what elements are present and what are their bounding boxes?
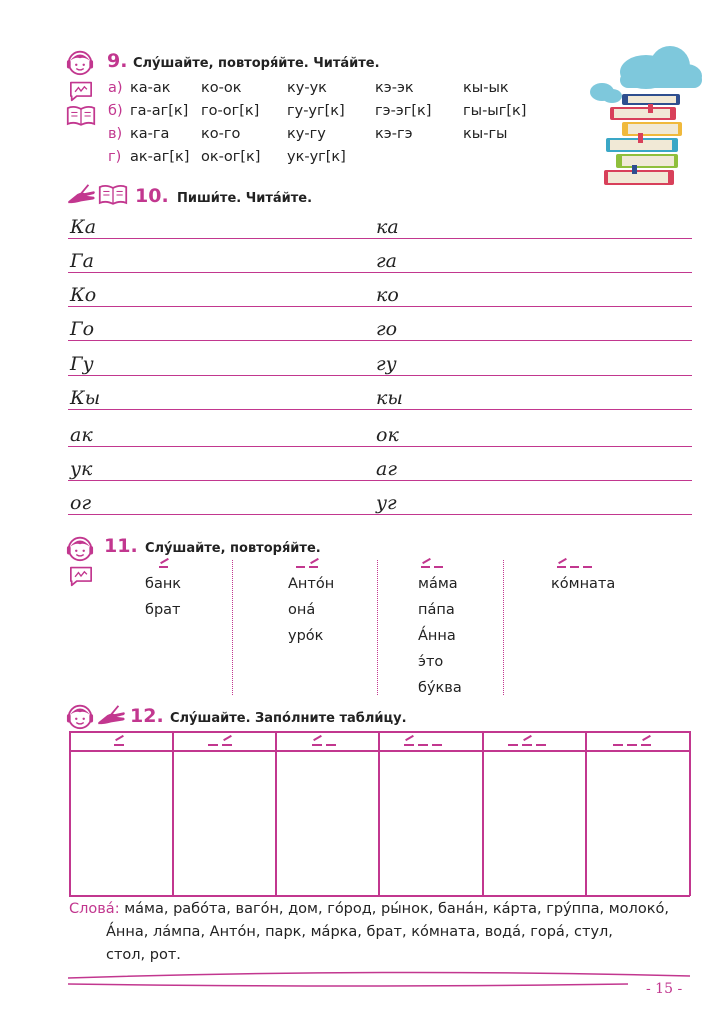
- stress-dash: [421, 566, 430, 568]
- word: она́: [288, 602, 316, 618]
- stress-mark: [313, 735, 322, 741]
- cursive-sample: кы: [376, 387, 403, 409]
- stress-mark: [558, 558, 567, 564]
- cursive-sample: ак: [70, 424, 93, 446]
- word: Анто́н: [288, 576, 335, 592]
- syllable-dash: [613, 744, 623, 746]
- word-column-1: [145, 571, 181, 623]
- exercise-10-number: 10.: [135, 185, 169, 207]
- syllable: гэ-эг[к]: [375, 103, 432, 119]
- syllable: ку-гу: [287, 126, 326, 142]
- column-divider: [377, 560, 378, 695]
- books-clouds-illustration: [588, 44, 708, 190]
- cursive-sample: Ко: [70, 284, 97, 306]
- cursive-sample: ок: [376, 424, 399, 446]
- syllable: кэ-эк: [375, 80, 414, 96]
- cursive-sample: Гу: [70, 353, 94, 375]
- cursive-sample: Кы: [70, 387, 101, 409]
- syllable: кэ-гэ: [375, 126, 413, 142]
- syllable: ко-го: [201, 126, 241, 142]
- syllable: ук-уг[к]: [287, 149, 346, 165]
- cursive-sample: гу: [376, 353, 397, 375]
- writing-line: [68, 306, 692, 307]
- word: брат: [145, 602, 181, 618]
- exercise-10-title: Пиши́те. Чита́йте.: [177, 191, 313, 206]
- cursive-sample: га: [376, 250, 397, 272]
- cursive-sample: ка: [376, 216, 399, 238]
- table-border: [69, 731, 690, 733]
- syllable-dash: [434, 566, 443, 568]
- syllable: га-аг[к]: [130, 103, 189, 119]
- syllable: ка-ак: [130, 80, 171, 96]
- book-stack-icon: [604, 94, 682, 185]
- table-border: [689, 731, 691, 896]
- syllable: ок-ог[к]: [201, 149, 261, 165]
- writing-line: [68, 514, 692, 515]
- listen-head-icon: [66, 48, 94, 76]
- cursive-sample: ко: [376, 284, 399, 306]
- cursive-sample: уг: [376, 492, 397, 514]
- table-border: [378, 731, 380, 896]
- word-column-4: [551, 571, 615, 597]
- table-border: [69, 731, 71, 896]
- word: ма́ма: [418, 576, 458, 592]
- stress-mark: [523, 735, 532, 741]
- row-label: г): [108, 149, 122, 165]
- footer-wave-decoration: [68, 970, 690, 990]
- exercise-9-number: 9.: [107, 50, 128, 72]
- row-label: в): [108, 126, 123, 142]
- speak-bubble-icon: [68, 80, 94, 102]
- word: банк: [145, 576, 182, 592]
- listen-head-icon: [66, 702, 94, 730]
- stress-dash: [309, 566, 318, 568]
- cursive-sample: ог: [70, 492, 92, 514]
- page-number: - 15 -: [646, 981, 683, 997]
- word-bank: [69, 898, 669, 967]
- writing-line: [68, 409, 692, 410]
- exercise-11-number: 11.: [104, 535, 138, 557]
- stress-dash: [312, 744, 322, 746]
- cursive-sample: го: [376, 318, 398, 340]
- exercise-12-number: 12.: [130, 705, 164, 727]
- syllable-dash: [326, 744, 336, 746]
- syllable-dash: [418, 744, 428, 746]
- syllable-dash: [583, 566, 592, 568]
- stress-dash: [522, 744, 532, 746]
- stress-mark: [115, 735, 124, 741]
- syllable-dash: [296, 566, 305, 568]
- stress-dash: [404, 744, 414, 746]
- table-border: [482, 731, 484, 896]
- cursive-sample: Га: [70, 250, 94, 272]
- stress-dash: [557, 566, 566, 568]
- stress-dash: [114, 744, 124, 746]
- word-bank-line: А́нна, ла́мпа, Анто́н, парк, ма́рка, брат, ко́мната, вода́, гора́, стул,: [106, 924, 613, 940]
- listen-head-icon: [66, 534, 94, 562]
- stress-mark: [160, 558, 169, 564]
- writing-line: [68, 375, 692, 376]
- word: уро́к: [288, 628, 324, 644]
- writing-hand-icon: [66, 183, 98, 205]
- word: э́то: [418, 654, 444, 670]
- cursive-sample: аг: [376, 458, 397, 480]
- syllable-dash: [208, 744, 218, 746]
- word-column-2: [288, 571, 334, 649]
- writing-line: [68, 446, 692, 447]
- stress-dash: [222, 744, 232, 746]
- word-bank-line: ма́ма, рабо́та, ваго́н, дом, го́род, ры́нок, бана́н, ка́рта, гру́ппа, молоко́,: [124, 901, 669, 917]
- word-bank-label: Слова́:: [69, 901, 120, 917]
- cursive-sample: Ка: [70, 216, 97, 238]
- stress-mark: [422, 558, 431, 564]
- cursive-sample: ук: [70, 458, 93, 480]
- table-border: [69, 750, 690, 752]
- table-border: [585, 731, 587, 896]
- row-label: а): [108, 80, 123, 96]
- stress-dash: [159, 566, 168, 568]
- word: ко́мната: [551, 576, 616, 592]
- stress-mark: [405, 735, 414, 741]
- read-book-icon: [98, 184, 128, 206]
- stress-dash: [641, 744, 651, 746]
- writing-line: [68, 480, 692, 481]
- speak-bubble-icon: [68, 565, 94, 587]
- stress-mark: [642, 735, 651, 741]
- row-label: б): [108, 103, 123, 119]
- syllable: го-ог[к]: [201, 103, 260, 119]
- word: А́нна: [418, 628, 456, 644]
- syllable: ку-ук: [287, 80, 327, 96]
- writing-line: [68, 272, 692, 273]
- syllable: ко-ок: [201, 80, 242, 96]
- syllable: кы-ык: [463, 80, 509, 96]
- writing-hand-icon: [96, 704, 128, 726]
- syllable: кы-гы: [463, 126, 508, 142]
- syllable-dash: [508, 744, 518, 746]
- syllable: ка-га: [130, 126, 170, 142]
- syllable-dash: [536, 744, 546, 746]
- table-border: [69, 895, 690, 897]
- writing-line: [68, 340, 692, 341]
- exercise-12-title: Слу́шайте. Запо́лните табли́цу.: [170, 711, 407, 726]
- syllable-dash: [570, 566, 579, 568]
- syllable-dash: [627, 744, 637, 746]
- word: па́па: [418, 602, 455, 618]
- read-book-icon: [66, 105, 96, 127]
- exercise-9-title: Слу́шайте, повторя́йте. Чита́йте.: [133, 56, 380, 71]
- syllable-dash: [432, 744, 442, 746]
- syllable: гы-ыг[к]: [463, 103, 527, 119]
- column-divider: [503, 560, 504, 695]
- cursive-sample: Го: [70, 318, 95, 340]
- word: бу́ква: [418, 680, 462, 696]
- stress-mark: [223, 735, 232, 741]
- writing-line: [68, 238, 692, 239]
- column-divider: [232, 560, 233, 695]
- syllable: гу-уг[к]: [287, 103, 345, 119]
- table-border: [275, 731, 277, 896]
- table-border: [172, 731, 174, 896]
- stress-mark: [310, 558, 319, 564]
- exercise-11-title: Слу́шайте, повторя́йте.: [145, 541, 321, 556]
- syllable: ак-аг[к]: [130, 149, 190, 165]
- word-column-3: [418, 571, 462, 701]
- word-bank-line: стол, рот.: [106, 947, 181, 963]
